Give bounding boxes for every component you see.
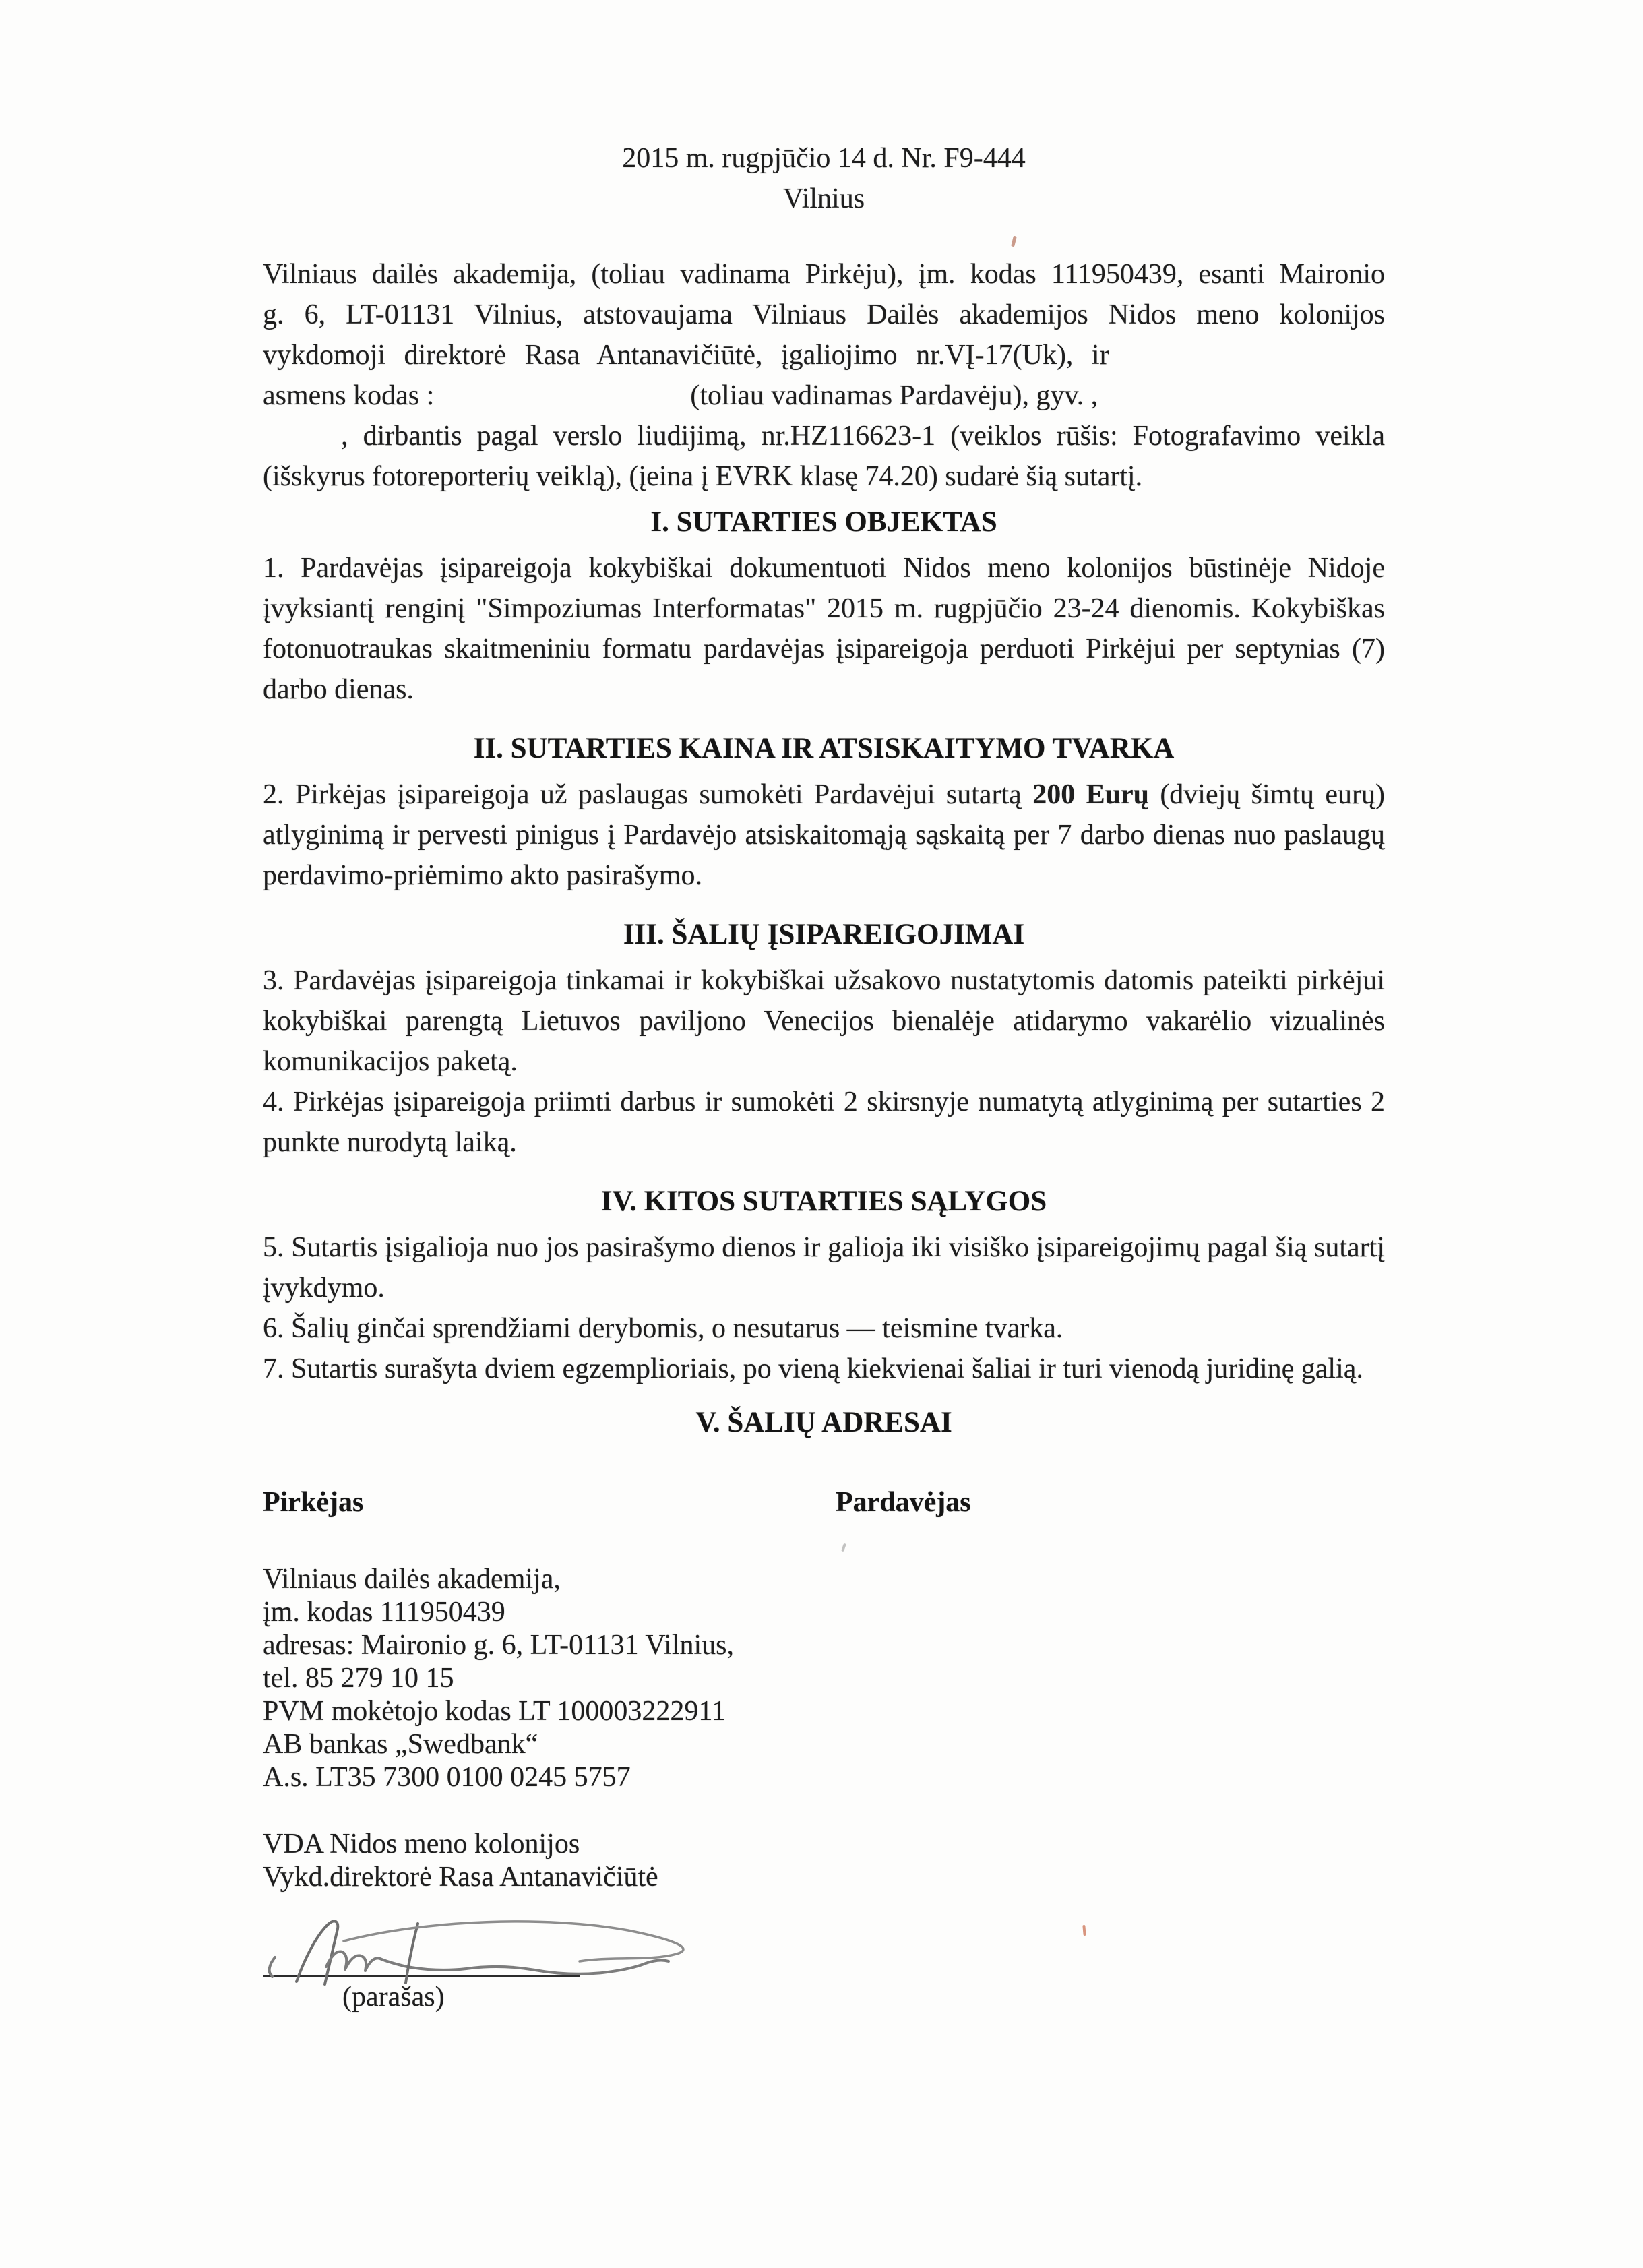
document-content <box>263 0 1385 2014</box>
price-emphasis: 200 Eurų <box>1032 779 1149 810</box>
intro-paragraph <box>263 254 1385 497</box>
address-line: tel. 85 279 10 15 <box>263 1663 454 1694</box>
date-number-line: 2015 m. rugpjūčio 14 d. Nr. F9-444 <box>622 143 1026 174</box>
seller-label: Pardavėjas <box>836 1487 971 1518</box>
signature-underline <box>263 1975 580 1977</box>
handwritten-signature <box>264 1899 709 1994</box>
intro-line: g. 6, LT-01131 Vilnius, atstovaujama Vilniaus Dailės akademijos Nidos meno kolonijos <box>263 299 1385 330</box>
address-line: įm. kodas 111950439 <box>263 1597 505 1628</box>
address-line: PVM mokėtojo kodas LT 100003222911 <box>263 1696 726 1727</box>
intro-line: , dirbantis pagal verslo liudijimą, nr.HZ116623-1 (veiklos rūšis: Fotografavimo veikla <box>341 421 1385 452</box>
clause-1: 1. Pardavėjas įsipareigoja kokybiškai dokumentuoti Nidos meno kolonijos būstinėje Nidoje įvyksiantį renginį "Simpoziumas Interformatas" 2015 m. rugpjūčio 23-24 dienomis. Kokybiškas fotonuotraukas skaitmeniniu formatu pardavėjas įsipareigoja perduoti Pirkėjui per septynias (7) darbo dienas. <box>263 553 1385 705</box>
buyer-label: Pirkėjas <box>263 1487 364 1518</box>
intro-line: vykdomoji direktorė Rasa Antanavičiūtė, įgaliojimo nr.VĮ-17(Uk), ir <box>263 340 1109 371</box>
signature-caption: (parašas) <box>342 1982 445 2013</box>
intro-line-redacted <box>263 375 1385 416</box>
buyer-address-block <box>263 1563 1385 1794</box>
section-ii-heading: II. SUTARTIES KAINA IR ATSISKAITYMO TVARKA <box>473 733 1175 764</box>
intro-line: (išskyrus fotoreporterių veiklą), (įeina į EVRK klasę 74.20) sudarė šią sutartį. <box>263 461 1143 492</box>
address-line: AB bankas „Swedbank“ <box>263 1729 538 1760</box>
clause-2-text: 2. Pirkėjas įsipareigoja už paslaugas sumokėti Pardavėjui sutartą <box>263 779 1033 810</box>
intro-line-part: asmens kodas : <box>263 380 435 411</box>
clause-6: 6. Šalių ginčai sprendžiami derybomis, o nesutarus — teismine tvarka. <box>263 1313 1063 1344</box>
clause-5: 5. Sutartis įsigalioja nuo jos pasirašymo dienos ir galioja iki visiško įsipareigojimų pagal šią sutartį įvykdymo. <box>263 1232 1385 1304</box>
section-iii-heading: III. ŠALIŲ ĮSIPAREIGOJIMAI <box>623 919 1025 950</box>
signature-block <box>263 1828 1385 2014</box>
section-v-heading: V. ŠALIŲ ADRESAI <box>695 1407 952 1438</box>
city-line: Vilnius <box>782 183 865 214</box>
clause-7: 7. Sutartis surašyta dviem egzemplioriais, po vieną kiekvienai šaliai ir turi vienodą juridinę galią. <box>263 1353 1363 1384</box>
signatory-name-line: Vykd.direktorė Rasa Antanavičiūtė <box>263 1862 658 1893</box>
intro-line-part: (toliau vadinamas Pardavėju), gyv. , <box>690 380 1098 411</box>
signatory-org-line: VDA Nidos meno kolonijos <box>263 1829 580 1860</box>
section-iv-heading: IV. KITOS SUTARTIES SĄLYGOS <box>600 1186 1047 1217</box>
intro-line: Vilniaus dailės akademija, (toliau vadinama Pirkėju), įm. kodas 111950439, esanti Maironio <box>263 259 1385 290</box>
clause-2-text: (dviejų šimtų eurų) atlyginimą ir pervesti pinigus į Pardavėjo atsiskaitomąją sąskaitą per 7 darbo dienas nuo paslaugų perdavimo-priėmimo akto pasirašymo. <box>263 779 1385 891</box>
parties-row <box>263 1482 1385 1523</box>
clause-2 <box>263 774 1385 896</box>
clause-4: 4. Pirkėjas įsipareigoja priimti darbus ir sumokėti 2 skirsnyje numatytą atlyginimą per sutarties 2 punkte nurodytą laiką. <box>263 1086 1385 1158</box>
address-line: A.s. LT35 7300 0100 0245 5757 <box>263 1762 631 1793</box>
address-line: adresas: Maironio g. 6, LT-01131 Vilnius, <box>263 1630 735 1661</box>
address-line: Vilniaus dailės akademija, <box>263 1564 561 1595</box>
clause-3: 3. Pardavėjas įsipareigoja tinkamai ir kokybiškai užsakovo nustatytomis datomis pateikti pirkėjui kokybiškai parengtą Lietuvos paviljono Venecijos bienalėje atidarymo vakarėlio vizualinės komunikacijos paketą. <box>263 965 1385 1077</box>
section-i-heading: I. SUTARTIES OBJEKTAS <box>650 506 997 538</box>
